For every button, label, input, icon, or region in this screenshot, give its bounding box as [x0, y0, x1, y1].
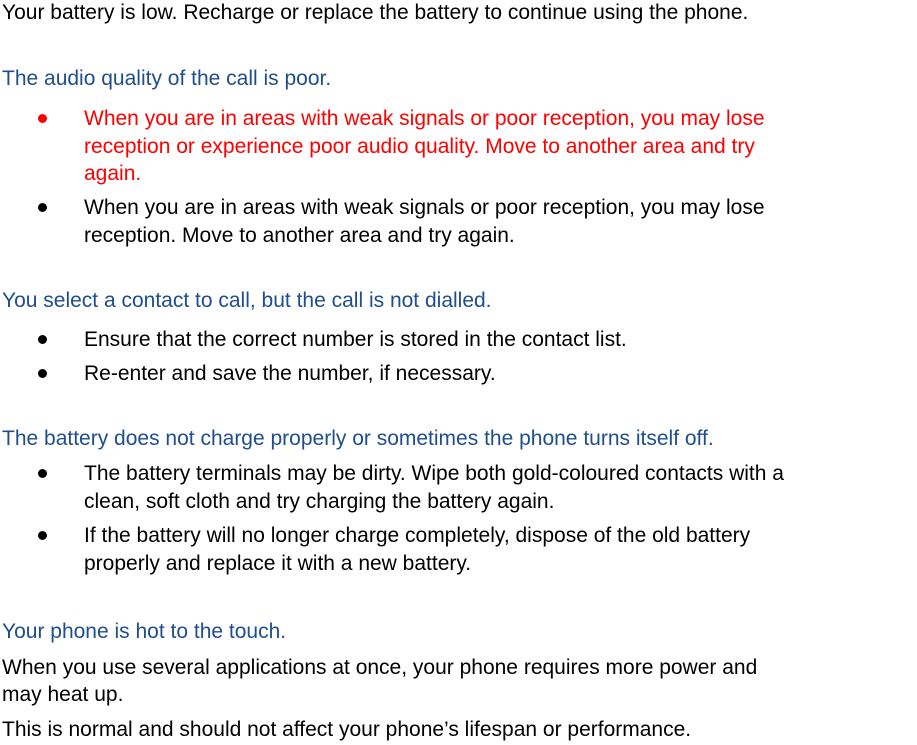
bullet-line: clean, soft cloth and try charging the battery again.	[84, 489, 555, 513]
bullet-text	[84, 460, 917, 515]
bullet-line: reception or experience poor audio quality. Move to another area and try	[84, 134, 755, 158]
bullet-dot-icon	[38, 469, 47, 478]
section-heading-phone-hot: Your phone is hot to the touch.	[2, 620, 287, 643]
bullet-line: Ensure that the correct number is stored in the contact list.	[84, 328, 627, 351]
bullet-line: If the battery will no longer charge completely, dispose of the old battery	[84, 524, 751, 547]
bullet-line: When you are in areas with weak signals or poor reception, you may lose	[84, 107, 765, 130]
bullet-line: reception. Move to another area and try again.	[84, 223, 515, 247]
intro-text: Your battery is low. Recharge or replace the battery to continue using the phone.	[2, 1, 749, 24]
bullet-dot-icon	[38, 114, 47, 123]
paragraph-line: When you use several applications at once, your phone requires more power and	[2, 656, 758, 679]
paragraph-line: may heat up.	[2, 683, 124, 706]
bullet-line: Re-enter and save the number, if necessary.	[84, 362, 496, 385]
bullet-dot-icon	[38, 203, 47, 212]
bullet-dot-icon	[38, 369, 47, 378]
bullet-line: again.	[84, 162, 142, 185]
section-heading-audio-quality: The audio quality of the call is poor.	[2, 67, 332, 90]
bullet-line: The battery terminals may be dirty. Wipe both gold-coloured contacts with a	[84, 462, 784, 485]
bullet-line: When you are in areas with weak signals or poor reception, you may lose	[84, 196, 765, 219]
bullet-text	[84, 105, 917, 188]
paragraph-line: This is normal and should not affect your phone’s lifespan or performance.	[2, 718, 692, 741]
bullet-text	[84, 522, 917, 577]
bullet-text	[84, 194, 917, 249]
section-heading-contact-call: You select a contact to call, but the call is not dialled.	[2, 289, 492, 312]
bullet-dot-icon	[38, 335, 47, 344]
bullet-dot-icon	[38, 531, 47, 540]
bullet-text	[84, 360, 917, 388]
bullet-text	[84, 326, 917, 354]
section-heading-battery-charge: The battery does not charge properly or sometimes the phone turns itself off.	[2, 427, 714, 450]
bullet-line: properly and replace it with a new battery.	[84, 551, 472, 575]
